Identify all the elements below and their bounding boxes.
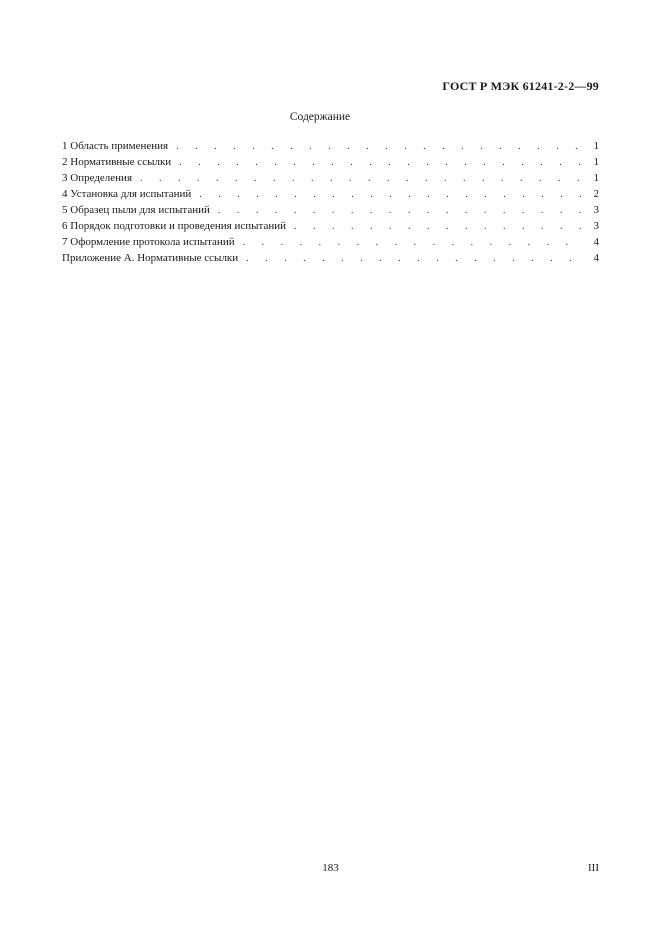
toc-dot-leader [199,187,583,203]
toc-entry-label: 4 Установка для испытаний [62,188,192,200]
toc-dot-leader [179,155,583,171]
toc-dot-leader [243,235,583,251]
toc-dot-leader [218,203,583,219]
toc-entry-label: 5 Образец пыли для испытаний [62,204,210,216]
toc-entry-label: Приложение А. Нормативные ссылки [62,252,239,264]
toc-dot-leader [246,251,583,267]
page-number: 183 [322,862,339,874]
toc-entry-page: 3 [593,220,599,232]
toc-entry-scope[interactable] [62,138,599,154]
toc-entry-dust-sample[interactable] [62,202,599,218]
toc-entry-label: 6 Порядок подготовки и проведения испытаний [62,220,287,232]
toc-entry-test-procedure[interactable] [62,218,599,234]
toc-entry-label: 7 Оформление протокола испытаний [62,236,235,248]
toc-entry-page: 1 [593,156,599,168]
toc-entry-label: 2 Нормативные ссылки [62,156,172,168]
toc-entry-normative-references[interactable] [62,154,599,170]
toc-entry-page: 4 [593,252,599,264]
toc-entry-page: 2 [593,188,599,200]
toc-dot-leader [176,139,583,155]
document-standard-code: ГОСТ Р МЭК 61241-2-2—99 [442,79,599,93]
table-of-contents [62,138,599,266]
toc-entry-test-apparatus[interactable] [62,186,599,202]
toc-dot-leader [294,219,583,235]
toc-entry-page: 3 [593,204,599,216]
toc-entry-page: 4 [593,236,599,248]
roman-page-number: III [588,862,599,874]
toc-entry-label: 1 Область применения [62,140,169,152]
toc-entry-annex-a[interactable] [62,250,599,266]
toc-title: Содержание [289,111,351,123]
toc-entry-test-report[interactable] [62,234,599,250]
toc-dot-leader [140,171,583,187]
toc-entry-page: 1 [593,140,599,152]
toc-entry-page: 1 [593,172,599,184]
toc-entry-label: 3 Определения [62,172,133,184]
toc-entry-definitions[interactable] [62,170,599,186]
